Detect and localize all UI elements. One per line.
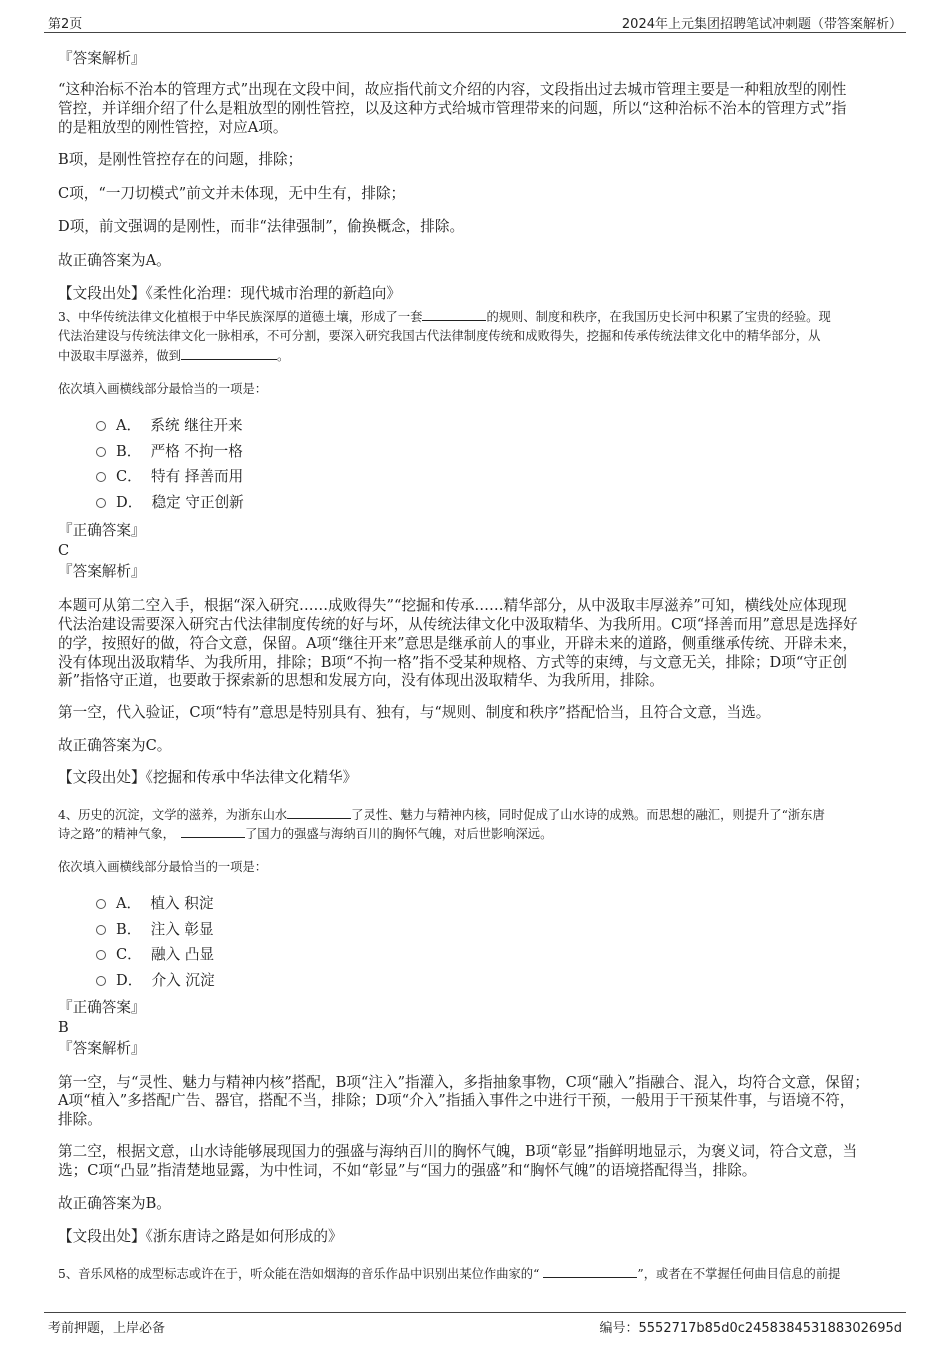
radio-icon[interactable] [96, 899, 106, 909]
q4-blank-2 [181, 824, 245, 838]
document-title: 2024年上元集团招聘笔试冲刺题（带答案解析） [621, 17, 902, 32]
q3-option-d[interactable]: D． 稳定 守正创新 [96, 493, 244, 512]
q3-analysis-heading: 『答案解析』 [58, 563, 146, 580]
radio-icon[interactable] [96, 950, 106, 960]
q4-option-d[interactable]: D． 介入 沉淀 [96, 971, 215, 990]
q2-answer-line: 故正确答案为A。 [58, 252, 171, 269]
q4-analysis-line: A项“植入”多搭配广告、器官，搭配不当，排除；D项“介入”指插入事件之中进行干预，一般用于干预某件事，与语境不符， [58, 1092, 855, 1109]
q5-stem-line: 5、音乐风格的成型标志或许在于，听众能在浩如烟海的音乐作品中识别出某位作曲家的“ ”，或者在不掌握任何曲目信息的前提 [58, 1264, 840, 1284]
q2-analysis-line: 管控，并详细介绍了什么是粗放型的刚性管控，以及这种方式给城市管理带来的问题，所以“这种治标不治本的管理方式”指 [58, 100, 847, 117]
q3-blank-1 [422, 307, 486, 321]
q2-source: 【文段出处】《柔性化治理：现代城市治理的新趋向》 [58, 285, 401, 302]
q5-blank-1 [543, 1264, 637, 1278]
q3-answer-line: 故正确答案为C。 [58, 737, 172, 754]
q3-correct-heading: 『正确答案』 [58, 522, 146, 539]
q2-analysis-line: “这种治标不治本的管理方式”出现在文段中间，故应指代前文介绍的内容，文段指出过去城市管理主要是一种粗放型的刚性 [58, 81, 847, 98]
q4-option-c[interactable]: C． 融入 凸显 [96, 945, 214, 964]
q4-source: 【文段出处】《浙东唐诗之路是如何形成的》 [58, 1228, 343, 1245]
radio-icon[interactable] [96, 421, 106, 431]
q3-stem-line: 代法治建设与传统法律文化一脉相承，不可分割，要深入研究我国古代法律制度传统和成败得失，挖掘和传承传统法律文化中的精华部分，从 [58, 329, 821, 343]
q3-option-c[interactable]: C． 特有 择善而用 [96, 467, 243, 486]
q4-stem-line: 诗之路”的精神气象， 了国力的强盛与海纳百川的胸怀气魄，对后世影响深远。 [58, 824, 552, 844]
q3-analysis-line: 新”指恪守正道，也要敢于探索新的思想和发展方向，没有体现出汲取精华、为我所用，排除。 [58, 672, 664, 689]
q3-first-blank-analysis: 第一空，代入验证，C项“特有”意思是特别具有、独有，与“规则、制度和秩序”搭配恰当，且符合文意，当选。 [58, 704, 771, 721]
q3-stem-line: 3、中华传统法律文化植根于中华民族深厚的道德土壤，形成了一套 的规则、制度和秩序，在我国历史长河中积累了宝贵的经验。现 [58, 307, 831, 327]
q4-analysis-line: 排除。 [58, 1111, 102, 1128]
q2-option-b-analysis: B项，是刚性管控存在的问题，排除； [58, 151, 303, 168]
q3-analysis-line: 没有体现出汲取精华、为我所用，排除；B项“不拘一格”指不受某种规格、方式等的束缚，与文意无关，排除；D项“守正创 [58, 654, 848, 671]
page-number: 第2页 [48, 17, 83, 32]
q4-blank-1 [287, 805, 351, 819]
q2-option-c-analysis: C项，“一刀切模式”前文并未体现，无中生有，排除； [58, 185, 406, 202]
q4-analysis-heading: 『答案解析』 [58, 1040, 146, 1057]
radio-icon[interactable] [96, 976, 106, 986]
q2-analysis-line: 的是粗放型的刚性管控，对应A项。 [58, 119, 288, 136]
q4-second-blank-analysis: 选；C项“凸显”指清楚地显露，为中性词，不如“彰显”与“国力的强盛”和“胸怀气魄”的语境搭配得当，排除。 [58, 1162, 757, 1179]
page-header [44, 10, 906, 33]
radio-icon[interactable] [96, 925, 106, 935]
q3-analysis-line: 的学，按照好的做，符合文意，保留。A项“继往开来”意思是继承前人的事业，开辟未来的道路，侧重继承传统、开辟未来， [58, 635, 857, 652]
q4-answer-line: 故正确答案为B。 [58, 1195, 171, 1212]
q3-stem-line: 中汲取丰厚滋养，做到 。 [58, 346, 289, 366]
page-footer [44, 1312, 906, 1335]
radio-icon[interactable] [96, 498, 106, 508]
q3-analysis-line: 代法治建设需要深入研究古代法律制度传统的好与坏，从传统法律文化中汲取精华、为我所用。C项“择善而用”意思是选择好 [58, 616, 858, 633]
q3-option-b[interactable]: B． 严格 不拘一格 [96, 442, 243, 461]
q2-analysis-heading: 『答案解析』 [58, 50, 146, 67]
q4-stem-line: 4、历史的沉淀，文学的滋养，为浙东山水 了灵性、魅力与精神内核，同时促成了山水诗的成熟。而思想的融汇，则提升了“浙东唐 [58, 805, 825, 825]
q4-correct-answer: B [58, 1019, 69, 1036]
q4-analysis-line: 第一空，与“灵性、魅力与精神内核”搭配，B项“注入”指灌入，多指抽象事物，C项“融入”指融合、混入，均符合文意，保留； [58, 1074, 869, 1091]
q2-option-d-analysis: D项，前文强调的是刚性，而非“法律强制”，偷换概念，排除。 [58, 218, 465, 235]
q3-source: 【文段出处】《挖掘和传承中华法律文化精华》 [58, 769, 358, 786]
q4-correct-heading: 『正确答案』 [58, 999, 146, 1016]
q4-second-blank-analysis: 第二空，根据文意，山水诗能够展现国力的强盛与海纳百川的胸怀气魄，B项“彰显”指鲜明地显示，为褒义词，符合文意，当 [58, 1143, 858, 1160]
q4-prompt: 依次填入画横线部分最恰当的一项是： [58, 860, 268, 874]
radio-icon[interactable] [96, 472, 106, 482]
q4-option-a[interactable]: A． 植入 积淀 [96, 894, 213, 913]
document-id: 编号：5552717b85d0c245838453188302695d [599, 1321, 902, 1336]
q3-blank-2 [181, 346, 277, 360]
footer-slogan: 考前押题，上岸必备 [48, 1321, 166, 1336]
q3-option-a[interactable]: A． 系统 继往开来 [96, 416, 243, 435]
q3-prompt: 依次填入画横线部分最恰当的一项是： [58, 382, 268, 396]
q3-analysis-line: 本题可从第二空入手，根据“深入研究……成败得失”“挖掘和传承……精华部分，从中汲取丰厚滋养”可知，横线处应体现现 [58, 597, 847, 614]
q3-correct-answer: C [58, 542, 70, 559]
radio-icon[interactable] [96, 447, 106, 457]
q4-option-b[interactable]: B． 注入 彰显 [96, 920, 214, 939]
